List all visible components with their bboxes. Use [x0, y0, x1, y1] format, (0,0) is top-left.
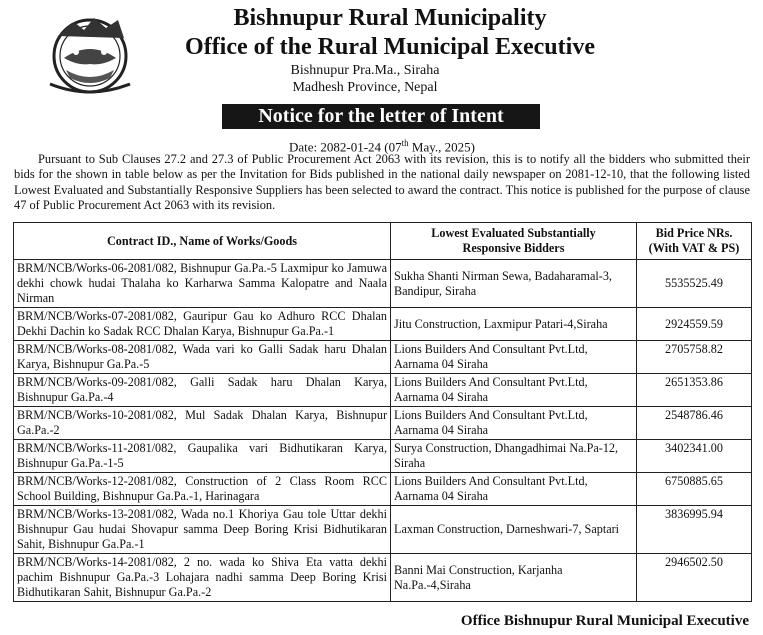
work-cell: BRM/NCB/Works-14-2081/082, 2 no. wada ko Shiva Eta vatta dekhi pachim Bishnupur Ga.Pa.-3 Lohajara nadhi samma Deep Boring Krisi Bidhutikaran Sahit, Bishnupur Ga.Pa.-2 [14, 554, 391, 602]
bidder-cell: Laxman Construction, Darneshwari-7, Saptari [391, 506, 637, 554]
price-cell: 2651353.86 [637, 374, 752, 407]
signature-line: Office Bishnupur Rural Municipal Executive [460, 613, 749, 629]
table-header-row [14, 223, 752, 260]
work-cell: BRM/NCB/Works-09-2081/082, Galli Sadak haru Dhalan Karya, Bishnupur Ga.Pa.-4 [14, 374, 391, 407]
notice-title: Notice for the letter of Intent [222, 104, 540, 129]
office-name: Office of the Rural Municipal Executive [185, 34, 595, 60]
notice-date-suffix: May., 2025) [408, 139, 475, 155]
price-cell: 5535525.49 [637, 260, 752, 308]
bidder-cell: Banni Mai Construction, Karjanha Na.Pa.-4,Siraha [391, 554, 637, 602]
notice-body: Pursuant to Sub Clauses 27.2 and 27.3 of Public Procurement Act 2063 with its revision, this is to notify all the bidders who submitted their bids for the shown in table below as per the Invitation for Bids published in the national daily newspaper on 2081-12-10, that the following listed Lowest Evaluated and Substantially Responsive Suppliers has been selected to award the contract. This notice is published for the purpose of clause 47 of Public Procurement Act 2063 with its revision. [14, 152, 750, 213]
work-cell: BRM/NCB/Works-06-2081/082, Bishnupur Ga.Pa.-5 Laxmipur ko Jamuwa dekhi chowk hudai Thalaha ko Karharwa Samma Kalopatre and Naala Nirman [14, 260, 391, 308]
work-cell: BRM/NCB/Works-12-2081/082, Construction of 2 Class Room RCC School Building, Bishnupur Ga.Pa.-1, Harinagara [14, 473, 391, 506]
notice-date-prefix: Date: 2082-01-24 (07 [289, 139, 402, 155]
table-row [14, 554, 752, 602]
table-row [14, 341, 752, 374]
bidder-cell: Sukha Shanti Nirman Sewa, Badaharamal-3, Bandipur, Siraha [391, 260, 637, 308]
work-cell: BRM/NCB/Works-13-2081/082, Wada no.1 Khoriya Gau tole Uttar dekhi Bishnupur Gau hudai Shovapur samma Deep Boring Krisi Bidhutikaran Sahit, Bishnupur Ga.Pa.-1 [14, 506, 391, 554]
bidder-cell: Lions Builders And Consultant Pvt.Ltd, Aarnama 04 Siraha [391, 473, 637, 506]
address-line-2: Madhesh Province, Nepal [292, 80, 438, 95]
table-row [14, 374, 752, 407]
address-line-1: Bishnupur Pra.Ma., Siraha [290, 63, 440, 78]
table-row [14, 440, 752, 473]
award-table [13, 222, 752, 602]
bidder-cell: Lions Builders And Consultant Pvt.Ltd, Aarnama 04 Siraha [391, 407, 637, 440]
price-cell: 2548786.46 [637, 407, 752, 440]
price-cell: 3402341.00 [637, 440, 752, 473]
bidder-cell: Jitu Construction, Laxmipur Patari-4,Siraha [391, 308, 637, 341]
table-row [14, 407, 752, 440]
org-name: Bishnupur Rural Municipality [233, 5, 547, 31]
work-cell: BRM/NCB/Works-11-2081/082, Gaupalika vari Bidhutikaran Karya, Bishnupur Ga.Pa.-1-5 [14, 440, 391, 473]
table-row [14, 260, 752, 308]
nepal-government-emblem-icon [44, 14, 136, 96]
price-cell: 2924559.59 [637, 308, 752, 341]
work-cell: BRM/NCB/Works-07-2081/082, Gauripur Gau ko Adhuro RCC Dhalan Dekhi Dachin ko Sadak RCC Dhalan Karya, Bishnupur Ga.Pa.-1 [14, 308, 391, 341]
table-row [14, 473, 752, 506]
price-header-line-2: (With VAT & PS) [648, 241, 740, 255]
work-cell: BRM/NCB/Works-10-2081/082, Mul Sadak Dhalan Karya, Bishnupur Ga.Pa.-2 [14, 407, 391, 440]
bidder-cell: Lions Builders And Consultant Pvt.Ltd, Aarnama 04 Siraha [391, 374, 637, 407]
table-row [14, 506, 752, 554]
bidder-cell: Lions Builders And Consultant Pvt.Ltd, Aarnama 04 Siraha [391, 341, 637, 374]
bidder-header-line-1: Lowest Evaluated Substantially [431, 226, 596, 240]
price-cell: 2705758.82 [637, 341, 752, 374]
bidder-cell: Surya Construction, Dhangadhimai Na.Pa-12, Siraha [391, 440, 637, 473]
work-cell: BRM/NCB/Works-08-2081/082, Wada vari ko Galli Sadak haru Dhalan Karya, Bishnupur Ga.Pa.-5 [14, 341, 391, 374]
column-header-price [637, 223, 752, 260]
bidder-header-line-2: Responsive Bidders [462, 241, 565, 255]
column-header-work: Contract ID., Name of Works/Goods [14, 223, 391, 260]
price-cell: 6750885.65 [637, 473, 752, 506]
price-cell: 2946502.50 [637, 554, 752, 602]
price-header-line-1: Bid Price NRs. [655, 226, 733, 240]
price-cell: 3836995.94 [637, 506, 752, 554]
notice-date-sup: th [401, 138, 409, 148]
table-row [14, 308, 752, 341]
column-header-bidder [391, 223, 637, 260]
